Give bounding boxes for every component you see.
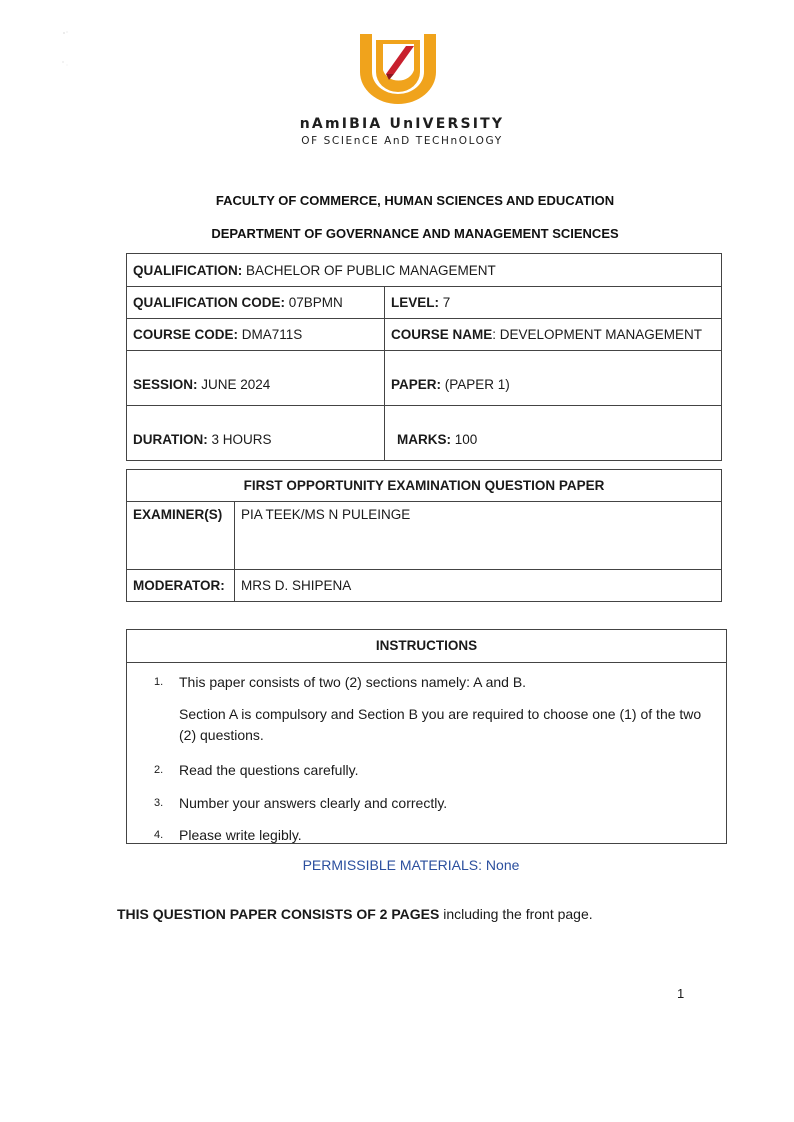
item-text: Section A is compulsory and Section B you are required to choose one (1) of the two (2) questions. [179, 706, 702, 743]
course-code-cell [127, 319, 385, 351]
level-value: 7 [442, 295, 451, 310]
marks-value: 100 [454, 431, 478, 447]
exam-title: FIRST OPPORTUNITY EXAMINATION QUESTION PAPER [127, 470, 722, 502]
level-label: LEVEL: [391, 295, 440, 310]
qualification-value: BACHELOR OF PUBLIC MANAGEMENT [246, 262, 496, 278]
qualification-code-cell [127, 287, 385, 319]
level-cell [385, 287, 722, 319]
scan-speck-marks [60, 30, 80, 70]
duration-cell [127, 406, 385, 461]
item-text: Please write legibly. [179, 827, 302, 843]
item-number: 2. [154, 764, 164, 776]
table-row [127, 502, 722, 570]
table-row [127, 319, 722, 351]
marks-cell [385, 406, 722, 461]
instructions-box [126, 629, 727, 844]
page-count-bold: THIS QUESTION PAPER CONSISTS OF 2 PAGES [117, 906, 440, 922]
qualification-code-value: 07BPMN [288, 295, 343, 310]
duration-value: 3 HOURS [211, 431, 272, 447]
course-details-table [126, 253, 722, 461]
course-name-value: : DEVELOPMENT MANAGEMENT [492, 327, 703, 342]
marks-label: MARKS: [397, 431, 451, 447]
paper-value: (PAPER 1) [444, 376, 510, 392]
department-heading: DEPARTMENT OF GOVERNANCE AND MANAGEMENT SCIENCES [211, 226, 619, 241]
table-row [127, 287, 722, 319]
faculty-heading: FACULTY OF COMMERCE, HUMAN SCIENCES AND EDUCATION [215, 193, 615, 208]
item-number: 3. [154, 797, 164, 809]
university-name: nAmIBIA UnIVERSITY [299, 116, 505, 132]
table-row [127, 351, 722, 406]
paper-label: PAPER: [391, 376, 442, 392]
table-row [127, 406, 722, 461]
moderator-value: MRS D. SHIPENA [235, 570, 722, 602]
session-value: JUNE 2024 [201, 376, 271, 392]
moderator-label: MODERATOR: [127, 570, 235, 602]
instructions-title: INSTRUCTIONS [127, 630, 726, 663]
course-name-cell [385, 319, 722, 351]
session-cell [127, 351, 385, 406]
table-row [127, 470, 722, 502]
examiners-label: EXAMINER(S) [127, 502, 235, 570]
page-number: 1 [677, 986, 685, 1001]
qualification-code-label: QUALIFICATION CODE: [133, 295, 285, 310]
item-number: 4. [154, 829, 164, 841]
table-row [127, 570, 722, 602]
course-code-label: COURSE CODE: [133, 327, 239, 342]
paper-cell [385, 351, 722, 406]
examination-table [126, 469, 722, 602]
university-logo [356, 30, 440, 106]
qualification-cell [127, 254, 722, 287]
qualification-label: QUALIFICATION: [133, 262, 243, 278]
item-text: Number your answers clearly and correctly. [179, 795, 448, 811]
item-text: This paper consists of two (2) sections namely: A and B. [179, 674, 527, 690]
permissible-materials: PERMISSIBLE MATERIALS: None [302, 857, 520, 873]
course-code-value: DMA711S [241, 327, 303, 342]
duration-label: DURATION: [133, 431, 208, 447]
page-count-note [117, 906, 593, 922]
course-name-label: COURSE NAME [391, 327, 493, 342]
table-row [127, 254, 722, 287]
item-number: 1. [154, 676, 164, 688]
session-label: SESSION: [133, 376, 198, 392]
item-text: Read the questions carefully. [179, 762, 359, 778]
university-subtitle: OF SCIEnCE AnD TECHnOLOGY [301, 135, 503, 147]
page-count-rest: including the front page. [439, 906, 593, 922]
examiners-value: PIA TEEK/MS N PULEINGE [235, 502, 722, 570]
